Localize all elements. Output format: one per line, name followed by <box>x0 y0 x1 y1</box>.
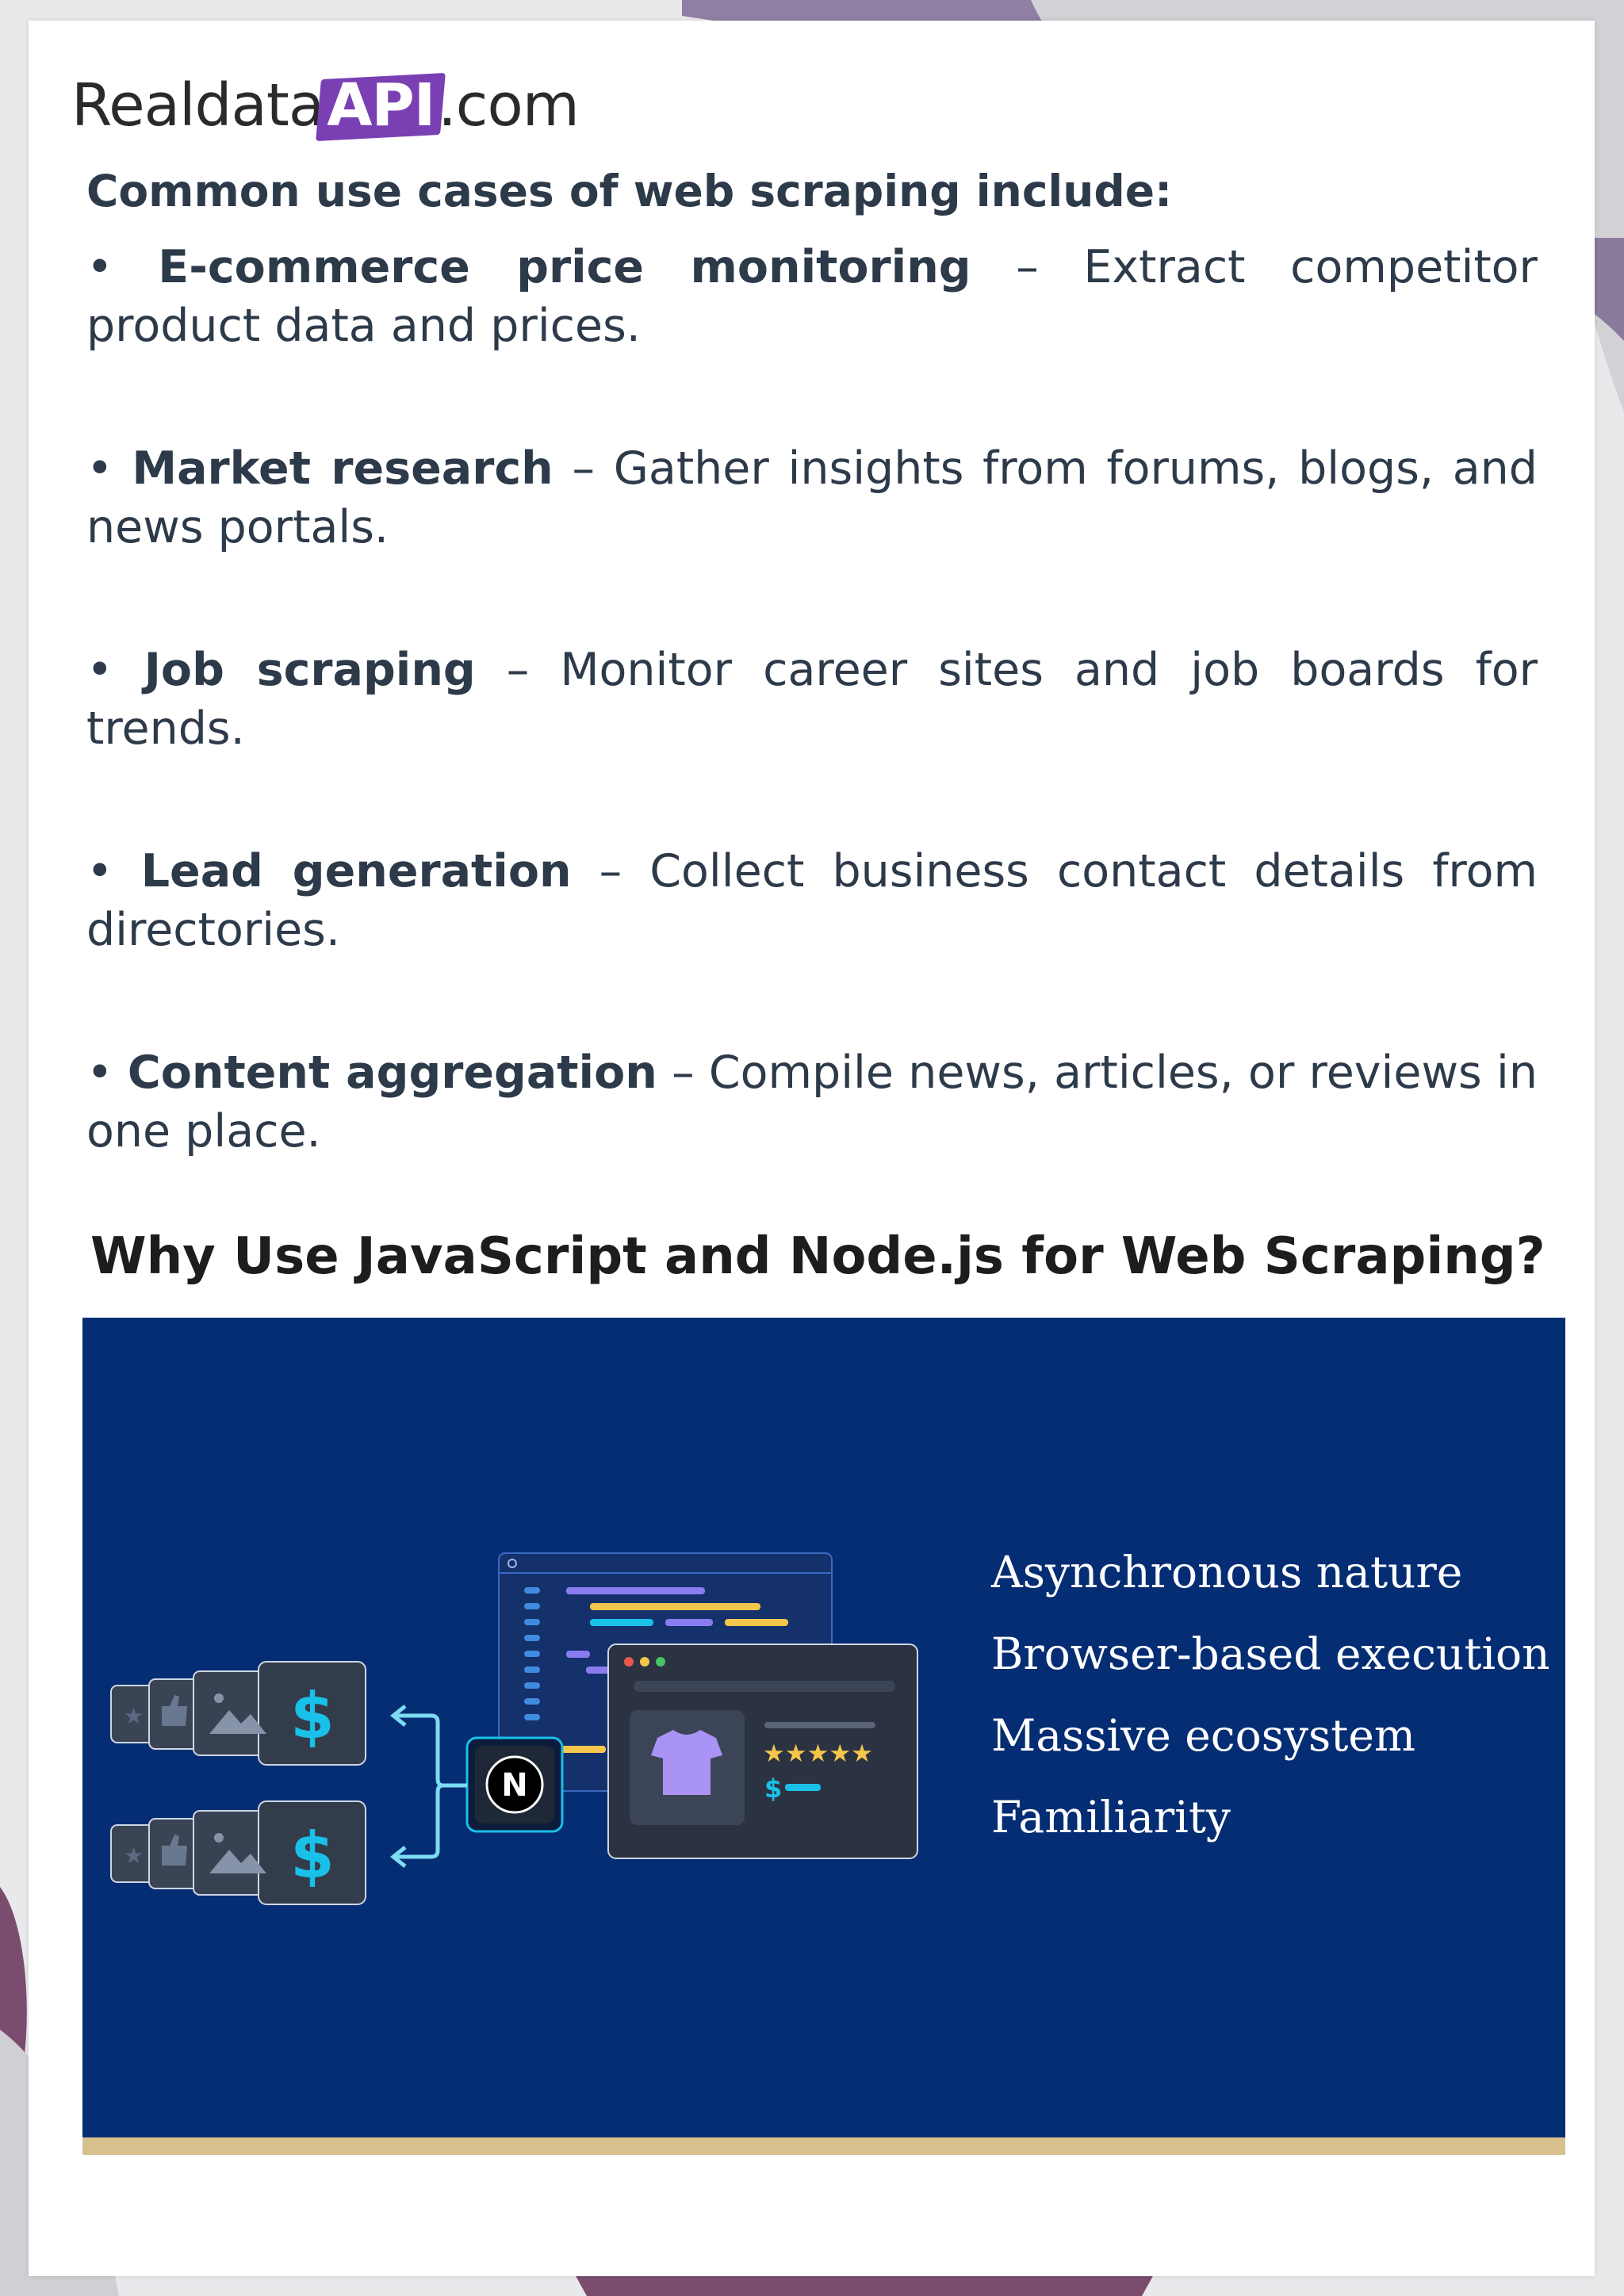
use-case-term: Job scraping <box>144 643 476 696</box>
bullet: • <box>86 240 113 293</box>
use-case-term: Market research <box>132 442 553 495</box>
logo-api: API <box>324 71 438 140</box>
bullet: • <box>86 844 113 897</box>
feature-item: Familiarity <box>991 1792 1231 1843</box>
bullet: • <box>86 643 113 696</box>
use-case-description: – Monitor career sites and job boards for trends. <box>86 643 1538 755</box>
dollar-icon: $ <box>290 1679 335 1753</box>
feature-item: Massive ecosystem <box>991 1710 1416 1761</box>
svg-text:N: N <box>501 1767 528 1804</box>
use-case-item <box>86 1043 1538 1161</box>
use-case-description: – Collect business contact details from directories. <box>86 844 1538 956</box>
data-card-stack <box>111 1801 366 1904</box>
use-case-item <box>86 238 1538 355</box>
connector-arrows <box>393 1706 467 1866</box>
feature-figure <box>82 1318 1565 2137</box>
use-case-description: – Extract competitor product data and prices. <box>86 240 1538 352</box>
logo-suffix: .com <box>438 71 579 140</box>
use-case-item <box>86 842 1538 959</box>
use-case-item <box>86 641 1538 758</box>
feature-item: Asynchronous nature <box>991 1547 1463 1598</box>
section-title: Why Use JavaScript and Node.js for Web Scraping? <box>90 1227 1545 1286</box>
use-case-term: Content aggregation <box>127 1046 657 1099</box>
rating-stars: ★★★★★ <box>763 1739 873 1768</box>
browser-window <box>608 1644 917 1858</box>
realdataapi-logo <box>71 62 579 149</box>
bullet: • <box>86 1046 113 1099</box>
feature-list <box>991 1532 1550 1858</box>
dollar-icon: $ <box>290 1819 335 1892</box>
star-icon: ★ <box>124 1703 144 1729</box>
use-cases-section <box>86 163 1538 1245</box>
nextjs-logo-box <box>467 1738 562 1831</box>
use-case-term: E-commerce price monitoring <box>158 240 971 293</box>
figure-gold-band <box>82 2137 1565 2155</box>
intro-heading: Common use cases of web scraping include: <box>86 166 1173 216</box>
bullet: • <box>86 442 113 495</box>
scraping-illustration <box>82 1318 955 2137</box>
star-icon: ★ <box>124 1843 144 1869</box>
use-case-term: Lead generation <box>140 844 572 897</box>
use-case-description: – Gather insights from forums, blogs, and news portals. <box>86 442 1538 553</box>
data-card-stack <box>111 1662 366 1765</box>
feature-item: Browser-based execution <box>991 1628 1550 1679</box>
logo-prefix: Realdata <box>71 71 324 140</box>
use-case-item <box>86 439 1538 557</box>
price-symbol: $ <box>764 1774 783 1804</box>
use-case-description: – Compile news, articles, or reviews in one place. <box>86 1046 1538 1158</box>
